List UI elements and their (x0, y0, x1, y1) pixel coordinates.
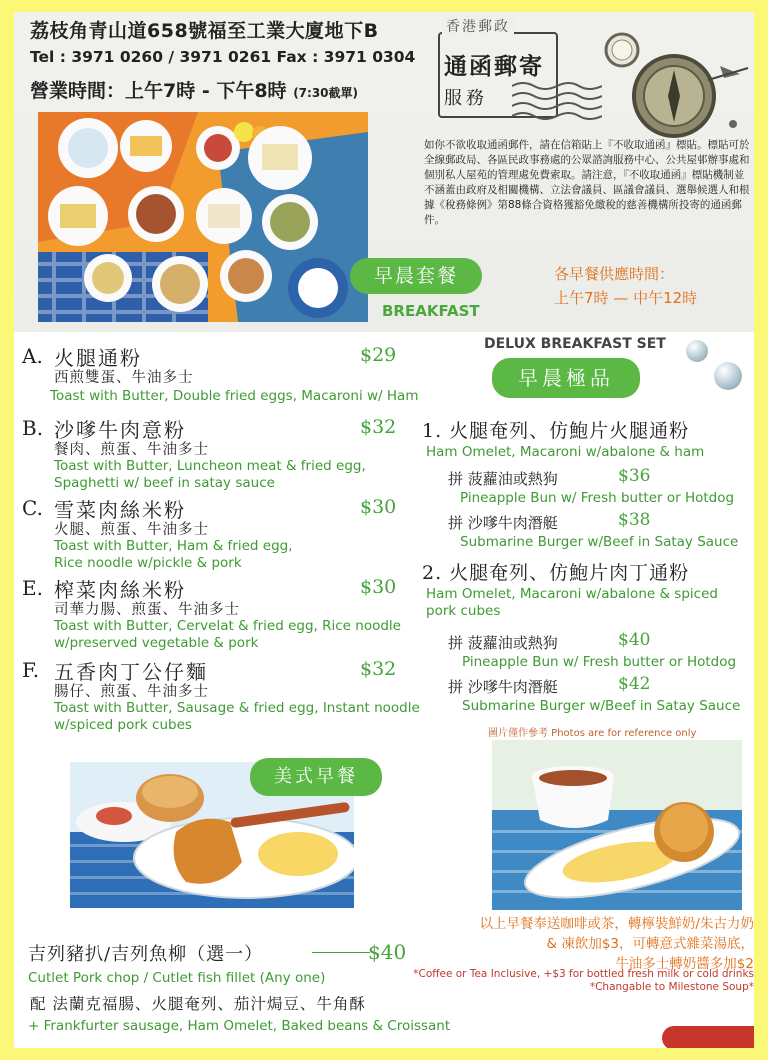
opening-hours (30, 76, 358, 103)
item-title: 五香肉丁公仔麵 (54, 660, 208, 684)
menu-sheet (14, 12, 754, 1048)
price-leader (312, 952, 370, 953)
option-price: $36 (618, 466, 651, 486)
item-price: $30 (360, 576, 397, 598)
option-en: Submarine Burger w/Beef in Satay Sauce (460, 534, 739, 550)
breakfast-photo (38, 112, 368, 322)
item-letter: A. (22, 344, 43, 368)
item-en: Toast with Butter, Sausage & fried egg, Instant noodle w/spiced pork cubes (54, 700, 420, 733)
deluxe-set-photo (492, 740, 742, 910)
item-letter: C. (22, 496, 43, 520)
option-price: $42 (618, 674, 651, 694)
item-title: 雪菜肉絲米粉 (54, 498, 186, 522)
postal-notice: 如你不欲收取通函郵件，請在信箱貼上『不收取通函』標貼。標貼可於全線郵政局、各區民政事務處的公眾諮詢服務中心、公共屋邨辦事處和個別私人屋苑的管理處免費索取。請注意，『不收取通函』標貼機制並不涵蓋由政府及相關機構、立法會議員、區議會議員、選舉候選人和根據《稅務條例》第88條合資格獲豁免繳稅的慈善機構所投寄的通函郵件。 (424, 139, 750, 226)
option-cn: 拼 沙嗲牛肉潛艇 (448, 678, 558, 696)
item-title: 火腿通粉 (54, 346, 142, 370)
option-price: $38 (618, 510, 651, 530)
hours-main: 營業時間：上午7時 - 下午8時 (30, 80, 287, 102)
drink-notes-en: *Coffee or Tea Inclusive, +$3 for bottled fresh milk or cold drinks *Changable to Milestone Soup* (413, 968, 754, 993)
item-letter: E. (22, 576, 43, 600)
item-sub: 火腿、煎蛋、牛油多士 (54, 522, 209, 538)
item-letter: B. (22, 416, 44, 440)
cutlet-price: $40 (368, 940, 407, 964)
cutlet-pairing: 配 法蘭克福腸、火腿奄列、茄汁焗豆、牛角酥 (30, 995, 366, 1013)
phone-fax: Tel : 3971 0260 / 3971 0261 Fax : 3971 0304 (30, 48, 416, 66)
set-en: Ham Omelet, Macaroni w/abalone & spiced pork cubes (426, 586, 718, 619)
item-en: Toast with Butter, Luncheon meat & fried egg, Spaghetti w/ beef in satay sauce (54, 458, 366, 491)
item-title: 榨菜肉絲米粉 (54, 578, 186, 602)
vintage-compass-icon (590, 30, 750, 140)
option-cn: 拼 菠蘿油或熱狗 (448, 470, 558, 488)
cutlet-en: Cutlet Pork chop / Cutlet fish fillet (Any one) (28, 970, 326, 986)
set-title: 1. 火腿奄列、仿鮑片火腿通粉 (422, 420, 690, 442)
option-en: Pineapple Bun w/ Fresh butter or Hotdog (462, 654, 737, 670)
cutlet-pairing-en: + Frankfurter sausage, Ham Omelet, Baked beans & Croissant (28, 1018, 451, 1034)
item-price: $32 (360, 416, 397, 438)
item-price: $29 (360, 344, 397, 366)
breakfast-hours-line1: 各早餐供應時間： (554, 265, 675, 283)
option-price: $40 (618, 630, 651, 650)
item-sub: 腸仔、煎蛋、牛油多士 (54, 684, 209, 700)
postal-stamp-sub: 服務 (444, 88, 488, 109)
restaurant-logo-icon (662, 1026, 754, 1048)
photo-reference-note: 圖片僅作參考 Photos are for reference only (488, 728, 697, 739)
item-price: $30 (360, 496, 397, 518)
option-en: Pineapple Bun w/ Fresh butter or Hotdog (460, 490, 735, 506)
item-title: 沙嗲牛肉意粉 (54, 418, 186, 442)
item-en: Toast with Butter, Cervelat & fried egg, Rice noodle w/preserved vegetable & pork (54, 618, 401, 651)
item-letter: F. (22, 658, 40, 682)
breakfast-hours (554, 262, 697, 310)
set-title: 2. 火腿奄列、仿鮑片肉丁通粉 (422, 562, 690, 584)
item-en: Toast with Butter, Double fried eggs, Macaroni w/ Ham (50, 388, 419, 404)
breakfast-label: BREAKFAST (382, 302, 480, 320)
postal-stamp-top: 香港郵政 (442, 16, 514, 36)
address: 荔枝角青山道658號福至工業大廈地下B (30, 20, 379, 42)
breakfast-badge: 早晨套餐 (350, 258, 482, 294)
postmark-waves-icon (512, 80, 602, 120)
option-cn: 拼 菠蘿油或熱狗 (448, 634, 558, 652)
water-drop-icon (714, 362, 742, 390)
breakfast-hours-line2: 上午7時 — 中午12時 (554, 289, 698, 307)
deluxe-badge: 早晨極品 (492, 358, 640, 398)
hours-note: (7:30截單) (293, 86, 359, 100)
item-sub: 西煎雙蛋、牛油多士 (54, 370, 194, 386)
american-breakfast-badge: 美式早餐 (250, 758, 382, 796)
item-price: $32 (360, 658, 397, 680)
item-sub: 餐肉、煎蛋、牛油多士 (54, 442, 209, 458)
option-cn: 拼 沙嗲牛肉潛艇 (448, 514, 558, 532)
item-en: Toast with Butter, Ham & fried egg, Rice noodle w/pickle & pork (54, 538, 293, 571)
cutlet-title: 吉列豬扒/吉列魚柳（選一） (28, 944, 264, 965)
item-sub: 司華力腸、煎蛋、牛油多士 (54, 602, 240, 618)
postal-stamp-main: 通函郵寄 (444, 54, 544, 80)
option-en: Submarine Burger w/Beef in Satay Sauce (462, 698, 741, 714)
set-en: Ham Omelet, Macaroni w/abalone & ham (426, 444, 705, 460)
water-drop-icon (686, 340, 708, 362)
deluxe-label: DELUX BREAKFAST SET (484, 336, 666, 352)
drink-notes: 以上早餐奉送咖啡或茶，轉檸裝鮮奶/朱古力奶 & 凍飲加$3，可轉意式雜菜湯底， 牛油多士轉奶醬多加$2 (479, 916, 754, 972)
